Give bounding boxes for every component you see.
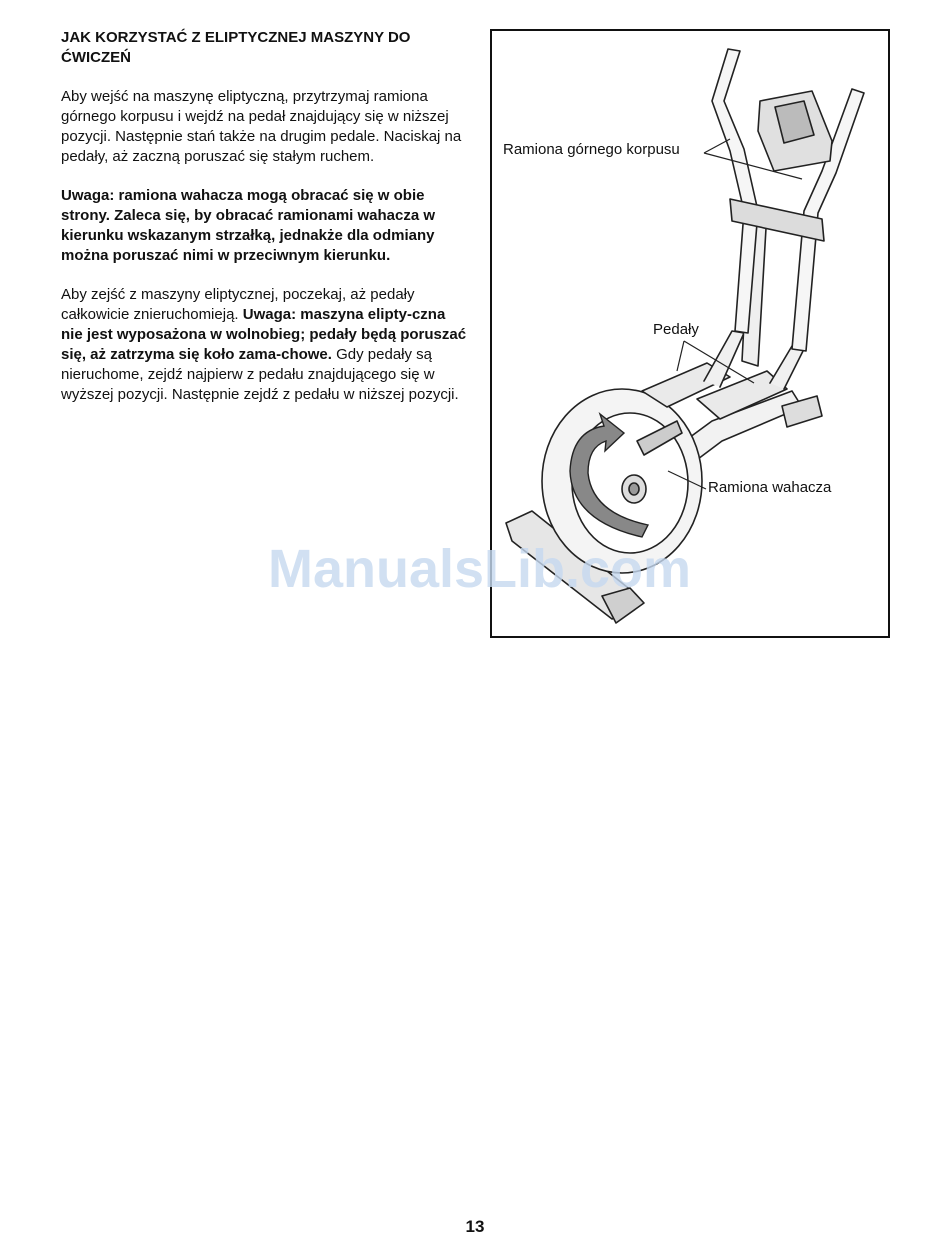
- paragraph-dismount: [61, 285, 471, 405]
- section-heading: JAK KORZYSTAĆ Z ELIPTYCZNEJ MASZYNY DO ĆWICZEŃ: [61, 29, 411, 66]
- label-pedals: Pedały: [653, 321, 699, 338]
- leader-pedal-left: [677, 341, 684, 371]
- dismount-text-a: Aby zejść z maszyny eliptycznej, poczekaj, aż pedały całkowicie znieruchomieją.: [61, 286, 415, 323]
- dismount-warning: Uwaga: maszyna elipty-czna nie jest wyposażona w wolnobieg; pedały będą poruszać się, aż zatrzyma się koło zama-chowe.: [61, 306, 467, 363]
- page-number: 13: [465, 1217, 485, 1236]
- instructions-column: [61, 28, 471, 424]
- paragraph-mount: Aby wejść na maszynę eliptyczną, przytrzymaj ramiona górnego korpusu i wejdź na pedał znajdujący się w niższej pozycji. Następnie stań także na drugim pedale. Naciskaj na pedały, aż zaczną poruszać się stałym ruchem.: [61, 88, 462, 165]
- leader-arms-left: [704, 139, 730, 153]
- label-rocker-arms: Ramiona wahacza: [708, 479, 832, 496]
- watermark: ManualsLib.com: [268, 539, 692, 599]
- paragraph-note: Uwaga: ramiona wahacza mogą obracać się w obie strony. Zaleca się, by obracać ramionami wahacza w kierunku wskazanym strzałką, jednakże dla odmiany można poruszać nimi w przeciwnym kierunku.: [61, 187, 436, 264]
- label-upper-body-arms: Ramiona górnego korpusu: [503, 141, 680, 158]
- dismount-text-c: Gdy pedały są nieruchome, zejdź najpierw z pedału znajdującego się w wyższej pozycji. Następnie zejdź z pedału w niższej pozycji.: [61, 346, 459, 403]
